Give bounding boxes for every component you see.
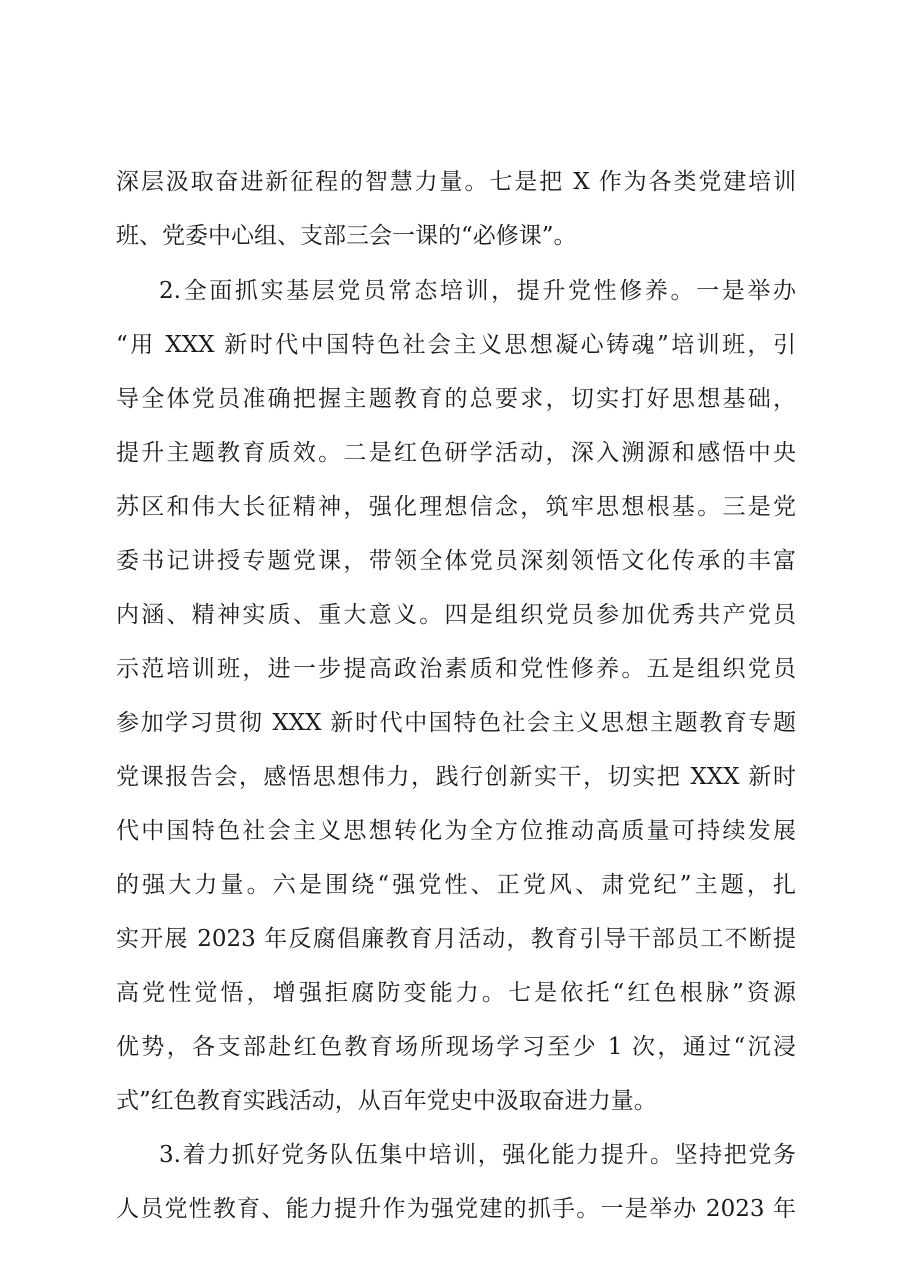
text-line-18: 式”红色教育实践活动，从百年党史中汲取奋进力量。 [116,1088,657,1114]
text-line-12: 党课报告会，感悟思想伟力，践行创新实干，切实把 XXX 新时 [116,764,796,790]
text-line-11: 参加学习贯彻 XXX 新时代中国特色社会主义思想主题教育专题 [116,710,796,736]
text-line-14: 的强大力量。六是围绕“强党性、正党风、肃党纪”主题，扎 [116,872,796,898]
text-line-3: 2.全面抓实基层党员常态培训，提升党性修养。一是举办 [159,278,796,304]
text-line-19: 3.着力抓好党务队伍集中培训，强化能力提升。坚持把党务 [159,1142,796,1168]
text-line-13: 代中国特色社会主义思想转化为全方位推动高质量可持续发展 [116,818,796,844]
text-line-6: 提升主题教育质效。二是红色研学活动，深入溯源和感悟中央 [116,440,796,466]
text-line-1: 深层汲取奋进新征程的智慧力量。七是把 X 作为各类党建培训 [116,169,796,195]
text-line-5: 导全体党员准确把握主题教育的总要求，切实打好思想基础， [116,386,796,412]
text-line-9: 内涵、精神实质、重大意义。四是组织党员参加优秀共产党员 [116,602,796,628]
text-line-10: 示范培训班，进一步提高政治素质和党性修养。五是组织党员 [116,656,796,682]
text-line-4: “用 XXX 新时代中国特色社会主义思想凝心铸魂”培训班，引 [116,332,796,358]
text-line-17: 优势，各支部赴红色教育场所现场学习至少 1 次，通过“沉浸 [116,1034,796,1060]
text-line-15: 实开展 2023 年反腐倡廉教育月活动，教育引导干部员工不断提 [116,926,796,952]
text-line-2: 班、党委中心组、支部三会一课的“必修课”。 [116,223,577,249]
text-line-7: 苏区和伟大长征精神，强化理想信念，筑牢思想根基。三是党 [116,494,796,520]
text-line-16: 高党性觉悟，增强拒腐防变能力。七是依托“红色根脉”资源 [116,980,796,1006]
text-line-8: 委书记讲授专题党课，带领全体党员深刻领悟文化传承的丰富 [116,548,796,574]
text-line-20: 人员党性教育、能力提升作为强党建的抓手。一是举办 2023 年 [116,1196,796,1222]
